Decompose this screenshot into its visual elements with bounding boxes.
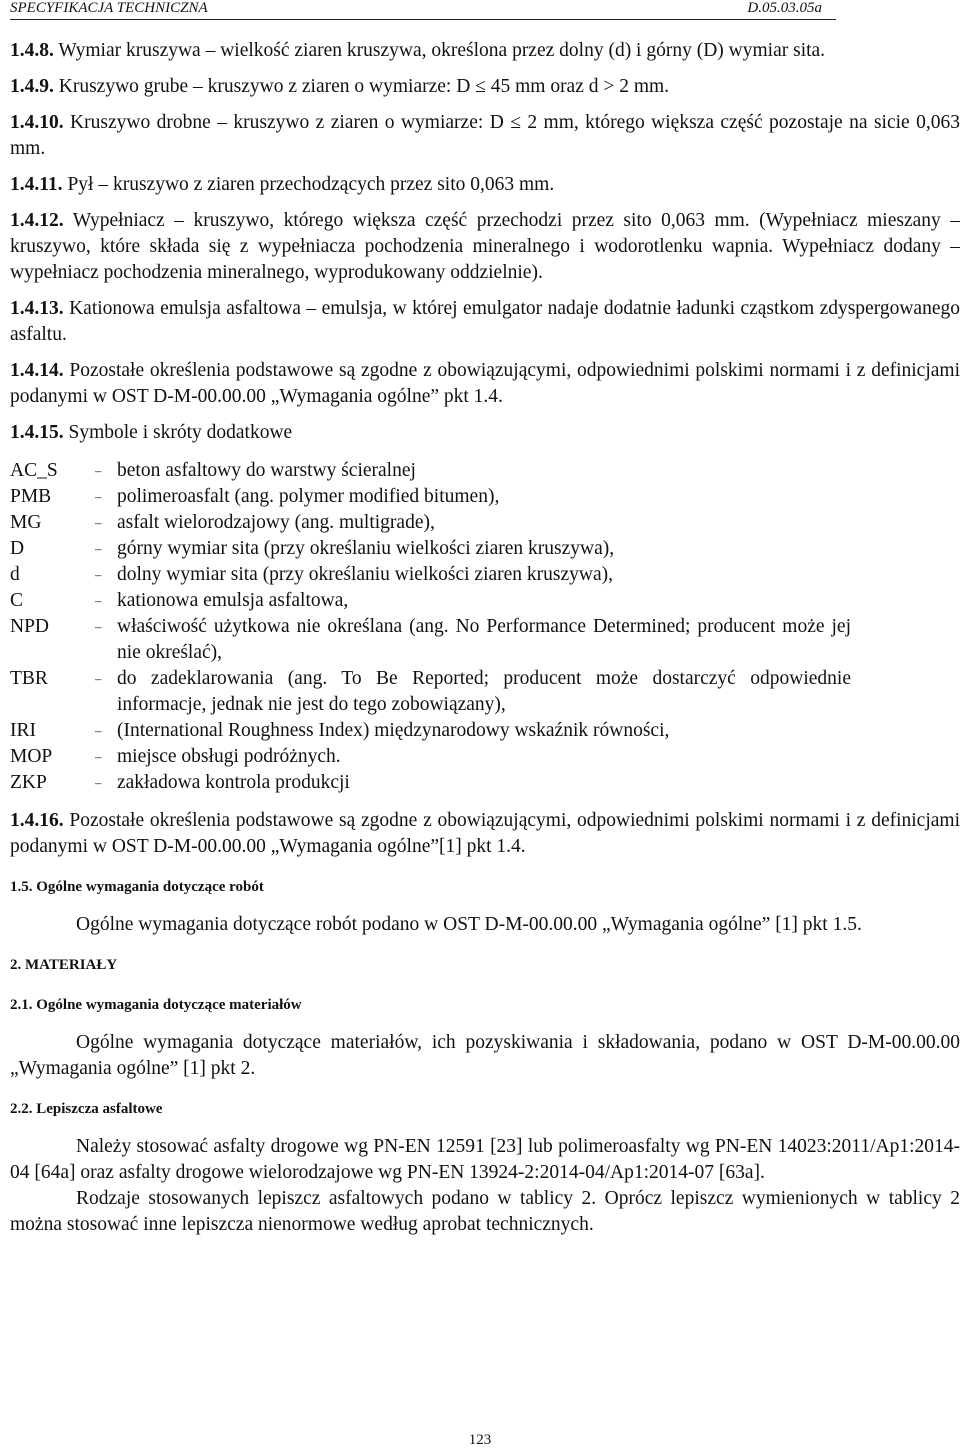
symbol-desc: kationowa emulsja asfaltowa, (117, 590, 349, 611)
symbol-key: D (10, 538, 25, 559)
symbol-dash: – (95, 463, 102, 478)
symbol-dash: – (95, 671, 102, 686)
header-code: D.05.03.05a (747, 0, 822, 16)
definition-number: 1.4.15. (10, 422, 64, 443)
symbol-dash: – (95, 489, 102, 504)
header-title: SPECYFIKACJA TECHNICZNA (10, 0, 208, 16)
symbol-row (10, 536, 960, 562)
definition-text: Wymiar kruszywa – wielkość ziaren kruszywa, określona przez dolny (d) i górny (D) wymiar sita. (53, 40, 826, 61)
definition-1-4-10 (10, 110, 960, 162)
section-2-heading: 2. MATERIAŁY (10, 957, 118, 973)
symbol-row (10, 510, 960, 536)
definition-number: 1.4.10. (10, 112, 64, 133)
definition-number: 1.4.11. (10, 174, 63, 195)
symbol-desc: zakładowa kontrola produkcji (117, 772, 350, 793)
symbol-key: d (10, 564, 20, 585)
symbol-dash: – (95, 593, 102, 608)
symbol-row (10, 588, 960, 614)
page-header (10, 0, 836, 20)
symbol-key: MOP (10, 746, 53, 767)
definition-1-4-12 (10, 208, 960, 286)
symbol-desc: miejsce obsługi podróżnych. (117, 746, 341, 767)
definition-1-4-9 (10, 74, 960, 100)
definition-text: Kruszywo grube – kruszywo z ziaren o wymiarze: D ≤ 45 mm oraz d > 2 mm. (53, 76, 670, 97)
definition-text: Pył – kruszywo z ziaren przechodzących przez sito 0,063 mm. (62, 174, 555, 195)
symbol-row (10, 614, 960, 666)
definition-number: 1.4.16. (10, 810, 64, 831)
definition-text: Wypełniacz – kruszywo, którego większa część przechodzi przez sito 0,063 mm. (Wypełniacz mieszany – kruszywo, które składa się z wypełniacza pochodzenia mineralnego i wodorotlenku wapnia. Wypełniacz dodany – wypełniacz pochodzenia mineralnego, wyprodukowany oddzielnie). (10, 210, 960, 283)
symbols-list (10, 458, 960, 796)
symbol-key: AC_S (10, 460, 58, 481)
definition-number: 1.4.9. (10, 76, 54, 97)
definition-1-4-14 (10, 358, 960, 410)
definition-1-4-11 (10, 172, 960, 198)
section-2-2-paragraph-2: Rodzaje stosowanych lepiszcz asfaltowych podano w tablicy 2. Oprócz lepiszcz wymienionych w tablicy 2 można stosować inne lepiszcza nienormowe według aprobat technicznych. (10, 1188, 960, 1235)
symbol-desc: górny wymiar sita (przy określaniu wielkości ziaren kruszywa), (117, 538, 615, 559)
symbol-key: NPD (10, 616, 50, 637)
symbol-dash: – (95, 515, 102, 530)
symbol-row (10, 458, 960, 484)
symbol-row (10, 562, 960, 588)
symbol-desc: (International Roughness Index) międzynarodowy wskaźnik równości, (117, 720, 670, 741)
definition-1-4-8 (10, 38, 960, 64)
symbol-key: MG (10, 512, 42, 533)
definition-1-4-16 (10, 808, 960, 860)
symbol-desc: dolny wymiar sita (przy określaniu wielkości ziaren kruszywa), (117, 564, 614, 585)
definition-number: 1.4.14. (10, 360, 64, 381)
section-2-2-paragraph-1: Należy stosować asfalty drogowe wg PN-EN 12591 [23] lub polimeroasfalty wg PN-EN 14023:2011/Ap1:2014-04 [64a] oraz asfalty drogowe wielorodzajowe wg PN-EN 13924-2:2014-04/Ap1:2014-07 [63a]. (10, 1136, 960, 1183)
definition-text: Kationowa emulsja asfaltowa – emulsja, w której emulgator nadaje dodatnie ładunki cząstkom zdyspergowanego asfaltu. (10, 298, 960, 345)
symbol-key: TBR (10, 668, 48, 689)
definition-1-4-13 (10, 296, 960, 348)
symbol-key: C (10, 590, 24, 611)
definition-number: 1.4.12. (10, 210, 64, 231)
symbol-dash: – (95, 567, 102, 582)
definition-text: Pozostałe określenia podstawowe są zgodne z obowiązującymi, odpowiednimi polskimi normami i z definicjami podanymi w OST D-M-00.00.00 „Wymagania ogólne” pkt 1.4. (10, 360, 960, 407)
symbol-dash: – (95, 775, 102, 790)
definition-text: Kruszywo drobne – kruszywo z ziaren o wymiarze: D ≤ 2 mm, którego większa część pozostaje na sicie 0,063 mm. (10, 112, 960, 159)
symbol-row (10, 744, 960, 770)
symbol-key: PMB (10, 486, 52, 507)
page-body (10, 38, 960, 1238)
symbol-key: IRI (10, 720, 36, 741)
symbol-desc: do zadeklarowania (ang. To Be Reported; producent może dostarczyć odpowiednie informacje, jednak nie jest do tego zobowiązany), (117, 668, 851, 715)
symbol-dash: – (95, 749, 102, 764)
section-2-1-heading: 2.1. Ogólne wymagania dotyczące materiałów (10, 997, 302, 1013)
symbol-key: ZKP (10, 772, 47, 793)
definition-text: Pozostałe określenia podstawowe są zgodne z obowiązującymi, odpowiednimi polskimi normami i z definicjami podanymi w OST D-M-00.00.00 „Wymagania ogólne”[1] pkt 1.4. (10, 810, 960, 857)
symbol-row (10, 484, 960, 510)
symbol-row (10, 718, 960, 744)
definition-text: Symbole i skróty dodatkowe (63, 422, 293, 443)
symbol-desc: właściwość użytkowa nie określana (ang. No Performance Determined; producent może jej nie określać), (117, 616, 851, 663)
section-2-1-text: Ogólne wymagania dotyczące materiałów, ich pozyskiwania i składowania, podano w OST D-M-00.00.00 „Wymagania ogólne” [1] pkt 2. (10, 1032, 960, 1079)
section-1-5-heading: 1.5. Ogólne wymagania dotyczące robót (10, 879, 264, 895)
symbol-row (10, 666, 960, 718)
page-number: 123 (468, 1432, 492, 1448)
definition-1-4-15 (10, 420, 960, 446)
symbol-desc: polimeroasfalt (ang. polymer modified bitumen), (117, 486, 500, 507)
symbol-desc: beton asfaltowy do warstwy ścieralnej (117, 460, 416, 481)
symbol-dash: – (95, 723, 102, 738)
definition-number: 1.4.8. (10, 40, 54, 61)
definition-number: 1.4.13. (10, 298, 64, 319)
symbol-dash: – (95, 619, 102, 634)
section-1-5-text: Ogólne wymagania dotyczące robót podano w OST D-M-00.00.00 „Wymagania ogólne” [1] pkt 1.5. (76, 914, 862, 935)
symbol-row (10, 770, 960, 796)
symbol-desc: asfalt wielorodzajowy (ang. multigrade), (117, 512, 435, 533)
section-2-2-heading: 2.2. Lepiszcza asfaltowe (10, 1101, 163, 1117)
symbol-dash: – (95, 541, 102, 556)
